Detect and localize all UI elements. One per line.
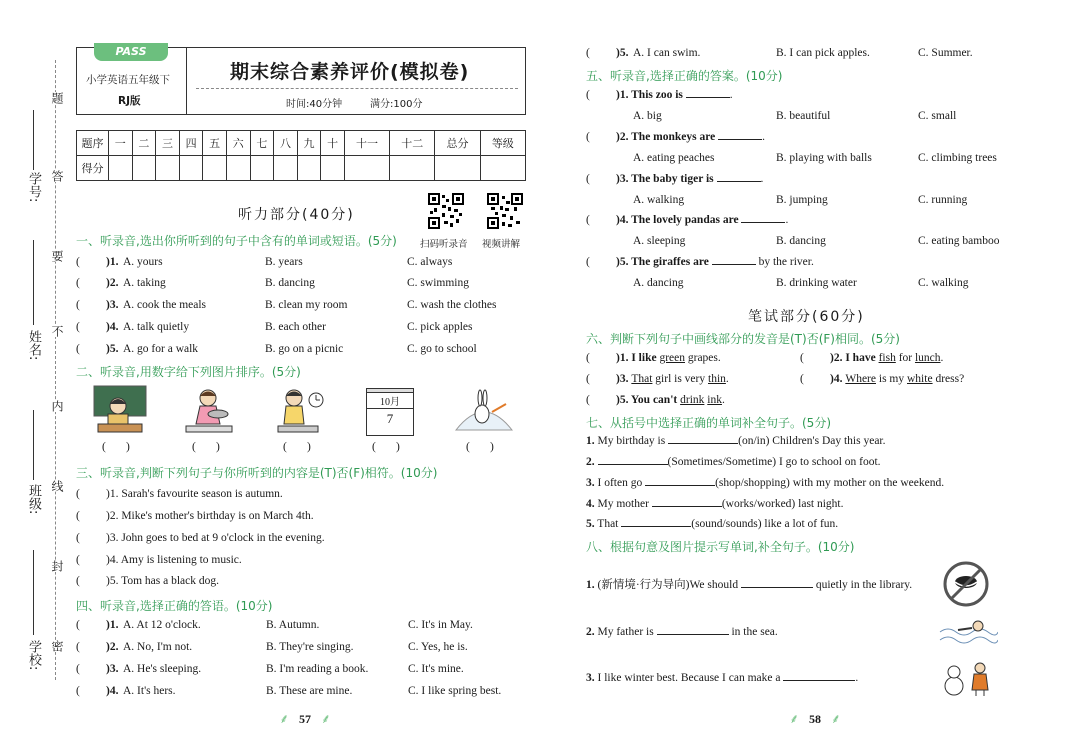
binding-mark: 要 [50, 250, 64, 262]
stem-text: girl is very [652, 373, 708, 385]
question-number: )5. [106, 343, 119, 355]
option-c: C. small [918, 110, 957, 122]
score-input-cell[interactable] [250, 156, 274, 181]
class-line[interactable] [33, 410, 34, 480]
answer-paren[interactable]: ( [76, 510, 80, 522]
stem-text: is my [876, 373, 907, 385]
stem-text: . [940, 352, 944, 364]
score-cell: 四 [179, 131, 203, 156]
stem-text: in the sea. [731, 626, 778, 638]
underlined-word: green [659, 352, 685, 364]
stem-end: . [762, 131, 765, 143]
binding-mark: 密 [50, 640, 64, 652]
pass-logo: PASS [94, 43, 168, 61]
stem-text: )4. The lovely pandas are [616, 214, 739, 226]
score-input-cell[interactable] [109, 156, 133, 181]
score-input-cell[interactable] [274, 156, 298, 181]
answer-paren[interactable]: ( [800, 352, 804, 364]
answer-blank[interactable] [645, 485, 715, 486]
header-divider [186, 47, 187, 115]
page-number: 57 [299, 712, 311, 726]
tf-statement: )4. Amy is listening to music. [106, 554, 242, 566]
option-b: B. I'm reading a book. [266, 663, 369, 675]
school-label: 学校: [26, 640, 41, 671]
answer-blank[interactable] [712, 264, 756, 265]
score-cell: 八 [274, 131, 298, 156]
answer-paren[interactable]: ( [76, 532, 80, 544]
option-a: A. I can swim. [633, 47, 701, 59]
stem-text: )4. [830, 373, 846, 385]
edition-label: RJ版 [118, 95, 141, 107]
answer-paren[interactable]: ( [76, 575, 80, 587]
option-c: C. always [407, 256, 453, 268]
fill-in-item [586, 626, 778, 638]
stem-end: . [785, 214, 789, 226]
score-table [76, 130, 526, 181]
score-cell: 一 [109, 131, 133, 156]
option-c: C. go to school [407, 343, 477, 355]
answer-paren[interactable]: ( [76, 277, 80, 289]
score-cell: 九 [297, 131, 321, 156]
option-b: B. drinking water [776, 277, 857, 289]
score-table-header-row [77, 131, 526, 156]
option-c: C. I like spring best. [408, 685, 502, 697]
score-row-label: 得分 [77, 156, 109, 181]
item-number: 4. [586, 498, 595, 510]
question-stem [616, 173, 763, 185]
underlined-word: thin [708, 373, 726, 385]
stem-text: . [721, 394, 725, 406]
stem-text: (shop/shopping) with my mother on the weekend. [715, 477, 945, 489]
option-b: B. Autumn. [266, 619, 320, 631]
option-b: B. each other [265, 321, 326, 333]
score-input-cell[interactable] [226, 156, 250, 181]
stem-text: I like winter best. Because I can make a [597, 672, 781, 684]
qr-label-video: 视频讲解 [482, 239, 521, 250]
option-b: B. dancing [265, 277, 315, 289]
score-cell: 题序 [77, 131, 109, 156]
score-cell: 十二 [390, 131, 435, 156]
quiet-sign-icon [942, 560, 990, 608]
tf-statement: )1. Sarah's favourite season is autumn. [106, 488, 283, 500]
section-2-title: 二、听录音,用数字给下列图片排序。(5分) [76, 365, 301, 379]
score-input-cell[interactable] [344, 156, 389, 181]
girl-cooking-picture [180, 384, 238, 436]
option-a: A. dancing [633, 277, 684, 289]
option-a: A. He's sleeping. [123, 663, 202, 675]
item-number: 3. [586, 477, 595, 489]
picture-answer-blank[interactable]: ( ) [102, 441, 130, 453]
calendar-month: 10月 [367, 393, 413, 409]
underlined-word: lunch [914, 352, 941, 364]
score-cell: 二 [132, 131, 156, 156]
question-number: )1. [106, 619, 119, 631]
underlined-word: drink [680, 394, 705, 406]
score-table-score-row [77, 156, 526, 181]
item-number: 5. [586, 518, 595, 530]
girl-with-clock-picture [270, 384, 328, 436]
answer-blank[interactable] [657, 634, 729, 635]
school-line[interactable] [33, 550, 34, 635]
stem-end: . [760, 173, 764, 185]
answer-paren[interactable]: ( [76, 488, 80, 500]
student-id-line[interactable] [33, 110, 34, 170]
stem-text: )2. I have [830, 352, 879, 364]
tf-statement: )3. John goes to bed at 9 o'clock in the evening. [106, 532, 325, 544]
option-c: C. Summer. [918, 47, 973, 59]
pronunciation-item [616, 352, 721, 364]
stem-text: (works/worked) last night. [721, 498, 844, 510]
binding-mark: 封 [50, 560, 64, 572]
option-c: C. running [918, 194, 968, 206]
page-number-right [780, 709, 850, 728]
stem-text: I often go [597, 477, 643, 489]
title-underline [196, 88, 518, 89]
answer-blank[interactable] [718, 139, 762, 140]
option-c: C. climbing trees [918, 152, 997, 164]
answer-paren[interactable]: ( [76, 256, 80, 268]
option-a: A. No, I'm not. [123, 641, 193, 653]
fill-in-item [586, 477, 944, 489]
stem-text: dress? [932, 373, 965, 385]
section-1-title: 一、听录音,选出你所听到的句子中含有的单词或短语。(5分) [76, 234, 397, 248]
kids-with-snowman-picture [940, 658, 996, 698]
option-a: A. sleeping [633, 235, 686, 247]
question-number: )2. [106, 641, 119, 653]
binding-mark: 题 [50, 92, 64, 104]
option-c: C. pick apples [407, 321, 473, 333]
question-stem [616, 131, 765, 143]
answer-paren[interactable]: ( [586, 352, 590, 364]
question-number: )4. [106, 321, 119, 333]
full-score: 满分:100分 [370, 99, 423, 110]
picture-answer-blank[interactable]: ( ) [192, 441, 220, 453]
option-b: B. clean my room [265, 299, 348, 311]
answer-paren[interactable]: ( [586, 256, 590, 268]
score-input-cell[interactable] [435, 156, 480, 181]
section-7-title: 七、从括号中选择正确的单词补全句子。(5分) [586, 416, 831, 430]
option-c: C. walking [918, 277, 969, 289]
score-input-cell[interactable] [390, 156, 435, 181]
stem-text: )1. This zoo is [616, 89, 683, 101]
answer-paren[interactable]: ( [76, 554, 80, 566]
answer-paren[interactable]: ( [76, 685, 80, 697]
underlined-word: ink [707, 394, 722, 406]
answer-blank[interactable] [621, 526, 691, 527]
score-input-cell[interactable] [156, 156, 180, 181]
binding-mark: 不 [50, 325, 64, 337]
option-c: C. Yes, he is. [408, 641, 468, 653]
option-b: B. years [265, 256, 303, 268]
palm-tree-icon: ⸙ [831, 711, 841, 726]
stem-end: by the river. [758, 256, 814, 268]
item-number: 2. [586, 626, 595, 638]
answer-paren[interactable]: ( [76, 619, 80, 631]
item-number: 3. [586, 672, 595, 684]
score-cell: 总分 [435, 131, 480, 156]
score-input-cell[interactable] [179, 156, 203, 181]
stem-text: My father is [597, 626, 654, 638]
option-a: A. It's hers. [123, 685, 176, 697]
calendar-day: 7 [386, 411, 394, 426]
option-a: A. talk quietly [123, 321, 190, 333]
section-6-title: 六、判断下列句子中画线部分的发音是(T)否(F)相同。(5分) [586, 332, 900, 346]
stem-text: for [895, 352, 915, 364]
underlined-word: That [631, 373, 653, 385]
option-a: A. taking [123, 277, 166, 289]
option-b: B. jumping [776, 194, 828, 206]
binding-margin [0, 0, 70, 750]
answer-paren[interactable]: ( [586, 173, 590, 185]
answer-blank[interactable] [717, 181, 761, 182]
answer-blank[interactable] [741, 587, 813, 588]
picture-answer-blank[interactable]: ( ) [372, 441, 400, 453]
option-c: C. eating bamboo [918, 235, 1000, 247]
boy-at-blackboard-picture [92, 384, 148, 436]
answer-blank[interactable] [598, 464, 668, 465]
question-number: )3. [106, 299, 119, 311]
score-input-cell[interactable] [321, 156, 345, 181]
qr-code-icon[interactable] [428, 193, 464, 229]
score-cell: 五 [203, 131, 227, 156]
answer-paren[interactable]: ( [76, 641, 80, 653]
rabbit-picture [452, 384, 516, 436]
tf-statement: )2. Mike's mother's birthday is on March 4th. [106, 510, 314, 522]
calendar-picture [366, 388, 414, 436]
answer-paren[interactable]: ( [586, 131, 590, 143]
answer-blank[interactable] [668, 443, 738, 444]
item-number: 1. [586, 435, 595, 447]
section-3-title: 三、听录音,判断下列句子与你所听到的内容是(T)否(F)相符。(10分) [76, 466, 438, 480]
fill-in-item [586, 576, 912, 592]
stem-text: (Sometimes/Sometime) I go to school on foot. [667, 456, 881, 468]
underlined-word: Where [845, 373, 876, 385]
binding-mark: 答 [50, 170, 64, 182]
option-b: B. They're singing. [266, 641, 354, 653]
item-number: 1. [586, 579, 595, 591]
score-input-cell[interactable] [297, 156, 321, 181]
answer-blank[interactable] [652, 506, 722, 507]
item-number: 2. [586, 456, 595, 468]
binding-mark: 线 [50, 480, 64, 492]
option-c: C. swimming [407, 277, 469, 289]
stem-text: )1. I like [616, 352, 660, 364]
exam-time: 时间:40分钟 [286, 99, 343, 110]
option-a: A. walking [633, 194, 685, 206]
option-b: B. These are mine. [266, 685, 353, 697]
stem-text: )5. The giraffes are [616, 256, 709, 268]
option-a: A. At 12 o'clock. [123, 619, 201, 631]
answer-blank[interactable] [783, 680, 855, 681]
option-b: B. I can pick apples. [776, 47, 870, 59]
question-number: )2. [106, 277, 119, 289]
section-8-title: 八、根据句意及图片提示写单词,补全句子。(10分) [586, 540, 855, 554]
stem-text: . [725, 373, 729, 385]
qr-label-listen: 扫码听录音 [420, 239, 468, 250]
score-cell: 六 [226, 131, 250, 156]
answer-paren[interactable]: ( [586, 214, 590, 226]
answer-paren[interactable]: ( [586, 89, 590, 101]
score-input-cell[interactable] [203, 156, 227, 181]
question-stem [616, 256, 814, 268]
stem-end: . [729, 89, 733, 101]
stem-text: . [855, 672, 859, 684]
picture-answer-blank[interactable]: ( ) [283, 441, 311, 453]
fill-in-item [586, 518, 838, 530]
name-line[interactable] [33, 240, 34, 325]
question-stem [616, 89, 733, 101]
palm-tree-icon: ⸙ [321, 711, 331, 726]
score-cell: 十一 [344, 131, 389, 156]
score-cell: 七 [250, 131, 274, 156]
answer-paren[interactable]: ( [586, 394, 590, 406]
palm-tree-icon: ⸙ [279, 711, 289, 726]
question-number: )1. [106, 256, 119, 268]
answer-paren[interactable]: ( [76, 299, 80, 311]
option-a: A. yours [123, 256, 163, 268]
option-b: B. playing with balls [776, 152, 872, 164]
writing-title: 笔试部分(60分) [748, 309, 865, 325]
section-4-title: 四、听录音,选择正确的答语。(10分) [76, 599, 273, 613]
stem-text: My birthday is [597, 435, 666, 447]
option-b: B. beautiful [776, 110, 831, 122]
score-input-cell[interactable] [480, 156, 525, 181]
option-a: A. cook the meals [123, 299, 207, 311]
page-number: 58 [809, 712, 821, 726]
answer-paren[interactable]: ( [586, 373, 590, 385]
pronunciation-item [830, 352, 943, 364]
answer-paren[interactable]: ( [76, 321, 80, 333]
question-stem [616, 214, 788, 226]
stem-text: quietly in the library. [815, 579, 913, 591]
score-cell: 十 [321, 131, 345, 156]
fill-in-item [586, 456, 881, 468]
fill-in-item [586, 672, 858, 684]
stem-text: (on/in) Children's Day this year. [738, 435, 886, 447]
answer-blank[interactable] [686, 97, 730, 98]
tf-statement: )5. Tom has a black dog. [106, 575, 220, 587]
student-id-label: 学号: [26, 172, 41, 203]
answer-paren[interactable]: ( [586, 47, 590, 59]
stem-text: (sound/sounds) like a lot of fun. [691, 518, 839, 530]
stem-text: That [597, 518, 619, 530]
binding-mark: 内 [50, 400, 64, 412]
question-number: )4. [106, 685, 119, 697]
option-a: A. go for a walk [123, 343, 199, 355]
name-label: 姓名: [26, 330, 41, 361]
listening-title: 听力部分(40分) [238, 207, 355, 223]
answer-paren[interactable]: ( [800, 373, 804, 385]
fill-in-item [586, 498, 844, 510]
stem-text: )5. You can't [616, 394, 681, 406]
fill-in-item [586, 435, 886, 447]
option-a: A. big [633, 110, 662, 122]
stem-text: My mother [597, 498, 649, 510]
stem-text: )3. [616, 373, 632, 385]
stem-text: )3. The baby tiger is [616, 173, 714, 185]
qr-code-icon[interactable] [487, 193, 523, 229]
underlined-word: fish [878, 352, 896, 364]
question-number: )3. [106, 663, 119, 675]
option-c: C. wash the clothes [407, 299, 497, 311]
swimming-man-picture [938, 612, 998, 648]
option-b: B. dancing [776, 235, 826, 247]
pronunciation-item [616, 373, 729, 385]
question-number: )5. [616, 47, 629, 59]
answer-blank[interactable] [741, 222, 785, 223]
answer-paren[interactable]: ( [76, 343, 80, 355]
underlined-word: white [907, 373, 933, 385]
stem-text: (新情境·行为导向)We should [597, 579, 739, 591]
option-c: C. It's in May. [408, 619, 473, 631]
pronunciation-item [830, 373, 964, 385]
grade-label: 小学英语五年级下 [86, 74, 170, 86]
picture-answer-blank[interactable]: ( ) [466, 441, 494, 453]
answer-paren[interactable]: ( [76, 663, 80, 675]
option-a: A. eating peaches [633, 152, 715, 164]
option-c: C. It's mine. [408, 663, 464, 675]
palm-tree-icon: ⸙ [789, 711, 799, 726]
binding-line [55, 60, 56, 680]
score-input-cell[interactable] [132, 156, 156, 181]
class-label: 班级: [26, 484, 41, 515]
score-cell: 三 [156, 131, 180, 156]
section-5-title: 五、听录音,选择正确的答案。(10分) [586, 69, 783, 83]
pronunciation-item [616, 394, 725, 406]
stem-text: grapes. [685, 352, 721, 364]
exam-title: 期末综合素养评价(模拟卷) [230, 61, 470, 83]
page-number-left [270, 709, 340, 728]
option-b: B. go on a picnic [265, 343, 344, 355]
stem-text: )2. The monkeys are [616, 131, 716, 143]
score-cell: 等级 [480, 131, 525, 156]
